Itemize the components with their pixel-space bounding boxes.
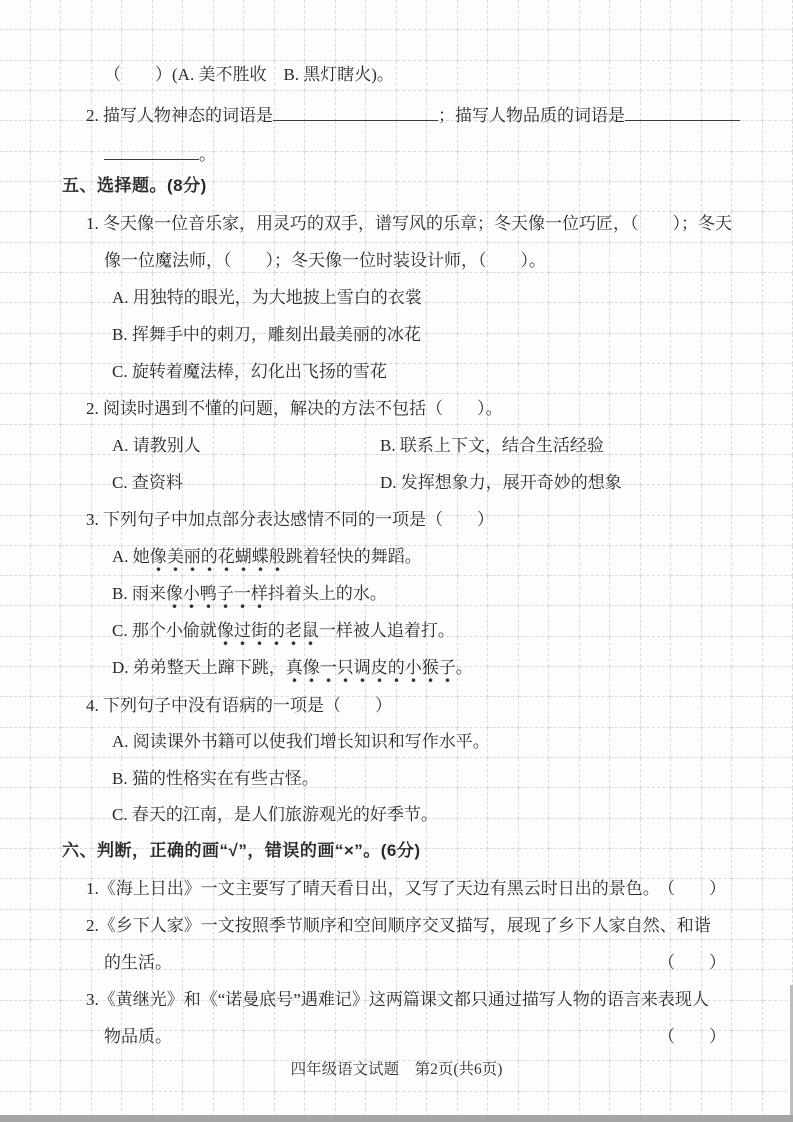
q4-option-a bbox=[112, 730, 490, 754]
judge-item-3-line1 bbox=[86, 988, 709, 1012]
q2-option-c-text: C. 查资料 bbox=[112, 473, 183, 492]
page-footer-text: 四年级语文试题 第2页(共6页) bbox=[290, 1061, 503, 1078]
q1-option-a bbox=[112, 286, 422, 310]
answer-blank-line bbox=[625, 104, 740, 121]
q4-option-c-text: C. 春天的江南，是人们旅游观光的好季节。 bbox=[112, 805, 438, 824]
fill-text-1: 2. 描写人物神态的词语是 bbox=[86, 106, 273, 126]
q1-stem-text-1: 1. 冬天像一位音乐家，用灵巧的双手，谱写风的乐章；冬天像一位巧匠，（ ）；冬天 bbox=[86, 214, 732, 233]
judge-item-2-line1 bbox=[86, 914, 711, 938]
answer-blank-line bbox=[273, 104, 438, 121]
scan-edge-bottom bbox=[0, 1115, 793, 1122]
judge-item-3-text-1: 3.《黄继光》和《“诺曼底号”遇难记》这两篇课文都只通过描写人物的语言来表现人 bbox=[86, 990, 709, 1009]
q3-option-a-emphasized: 像美丽的花蝴蝶般 bbox=[150, 547, 286, 572]
q3-option-c-emphasized: 像过街的老鼠 bbox=[217, 621, 319, 646]
q2-stem bbox=[86, 397, 503, 421]
prev-question-fill-line bbox=[86, 104, 740, 128]
q1-stem-text-2: 像一位魔法师，（ ）；冬天像一位时装设计师，（ ）。 bbox=[104, 251, 546, 270]
section6-heading bbox=[62, 839, 421, 863]
q3-option-b-post: 抖着头上的水。 bbox=[267, 584, 387, 603]
q2-option-a-text: A. 请教别人 bbox=[112, 436, 201, 455]
judge-item-2-answer-parens: （ ） bbox=[658, 953, 726, 972]
q2-options-row1 bbox=[112, 434, 732, 458]
q1-option-c bbox=[112, 360, 387, 384]
q3-option-d-emphasized: 真像一只调皮的小猴子 bbox=[286, 658, 456, 683]
q3-option-a-post: 跳着轻快的舞蹈。 bbox=[285, 547, 422, 566]
q3-stem-text: 3. 下列句子中加点部分表达感情不同的一项是（ ） bbox=[86, 510, 494, 529]
q3-option-c bbox=[112, 619, 455, 643]
q4-option-b-text: B. 猫的性格实在有些古怪。 bbox=[112, 769, 319, 788]
section5-heading-text: 五、选择题。(8分) bbox=[62, 176, 207, 195]
section5-heading bbox=[62, 174, 207, 198]
judge-item-2-line2 bbox=[104, 951, 744, 975]
section6-heading-text: 六、判断，正确的画“√”，错误的画“×”。(6分) bbox=[62, 841, 421, 860]
q3-option-d bbox=[112, 656, 473, 680]
q3-option-a-pre: A. 她 bbox=[112, 547, 150, 566]
q4-option-b bbox=[112, 767, 319, 791]
q1-option-c-text: C. 旋转着魔法棒，幻化出飞扬的雪花 bbox=[112, 362, 387, 381]
q1-option-a-text: A. 用独特的眼光，为大地披上雪白的衣裳 bbox=[112, 288, 422, 307]
q1-stem-line2 bbox=[104, 249, 546, 273]
judge-item-2-text-2: 的生活。 bbox=[104, 953, 172, 972]
page-footer bbox=[0, 1058, 793, 1082]
prev-question-fill-continuation bbox=[104, 143, 216, 167]
q1-stem-line1 bbox=[86, 212, 732, 236]
q2-option-b-text: B. 联系上下文，结合生活经验 bbox=[380, 436, 604, 455]
q3-stem bbox=[86, 508, 494, 532]
q4-option-c bbox=[112, 803, 438, 827]
judge-item-1-text: 1.《海上日出》一文主要写了晴天看日出，又写了天边有黑云时日出的景色。 bbox=[86, 879, 660, 898]
judge-item-3-line2 bbox=[104, 1025, 744, 1049]
q1-option-b-text: B. 挥舞手中的刺刀，雕刻出最美丽的冰花 bbox=[112, 325, 421, 344]
judge-item-1-answer-parens: （ ） bbox=[658, 879, 726, 898]
q2-option-d-text: D. 发挥想象力，展开奇妙的想象 bbox=[380, 473, 622, 492]
q3-option-d-post: 。 bbox=[455, 658, 473, 677]
q4-stem bbox=[86, 694, 392, 718]
q3-option-b-emphasized: 像小鸭子一样 bbox=[166, 584, 268, 609]
prev-question-choice-line bbox=[104, 63, 394, 87]
fill-text-end: 。 bbox=[199, 145, 216, 165]
q2-options-row2 bbox=[112, 471, 732, 495]
q4-stem-text: 4. 下列句子中没有语病的一项是（ ） bbox=[86, 696, 392, 715]
q3-option-a bbox=[112, 545, 422, 569]
fill-text-2: ；描写人物品质的词语是 bbox=[438, 106, 625, 126]
judge-item-2-text-1: 2.《乡下人家》一文按照季节顺序和空间顺序交叉描写，展现了乡下人家自然、和谐 bbox=[86, 916, 711, 935]
q3-option-b-pre: B. 雨来 bbox=[112, 584, 166, 603]
q3-option-c-post: 一样被人追着打。 bbox=[318, 621, 455, 640]
answer-blank-line bbox=[104, 143, 199, 160]
q3-option-d-pre: D. 弟弟整天上蹿下跳， bbox=[112, 658, 286, 677]
q3-option-c-pre: C. 那个小偷就 bbox=[112, 621, 217, 640]
q3-option-b bbox=[112, 582, 387, 606]
q2-stem-text: 2. 阅读时遇到不懂的问题，解决的方法不包括（ ）。 bbox=[86, 399, 503, 418]
judge-item-3-answer-parens: （ ） bbox=[658, 1027, 726, 1046]
judge-item-1 bbox=[86, 877, 736, 901]
choice-line-text: （ ）(A. 美不胜收 B. 黑灯瞎火)。 bbox=[104, 65, 394, 84]
q1-option-b bbox=[112, 323, 421, 347]
judge-item-3-text-2: 物品质。 bbox=[104, 1027, 172, 1046]
q4-option-a-text: A. 阅读课外书籍可以使我们增长知识和写作水平。 bbox=[112, 732, 490, 751]
